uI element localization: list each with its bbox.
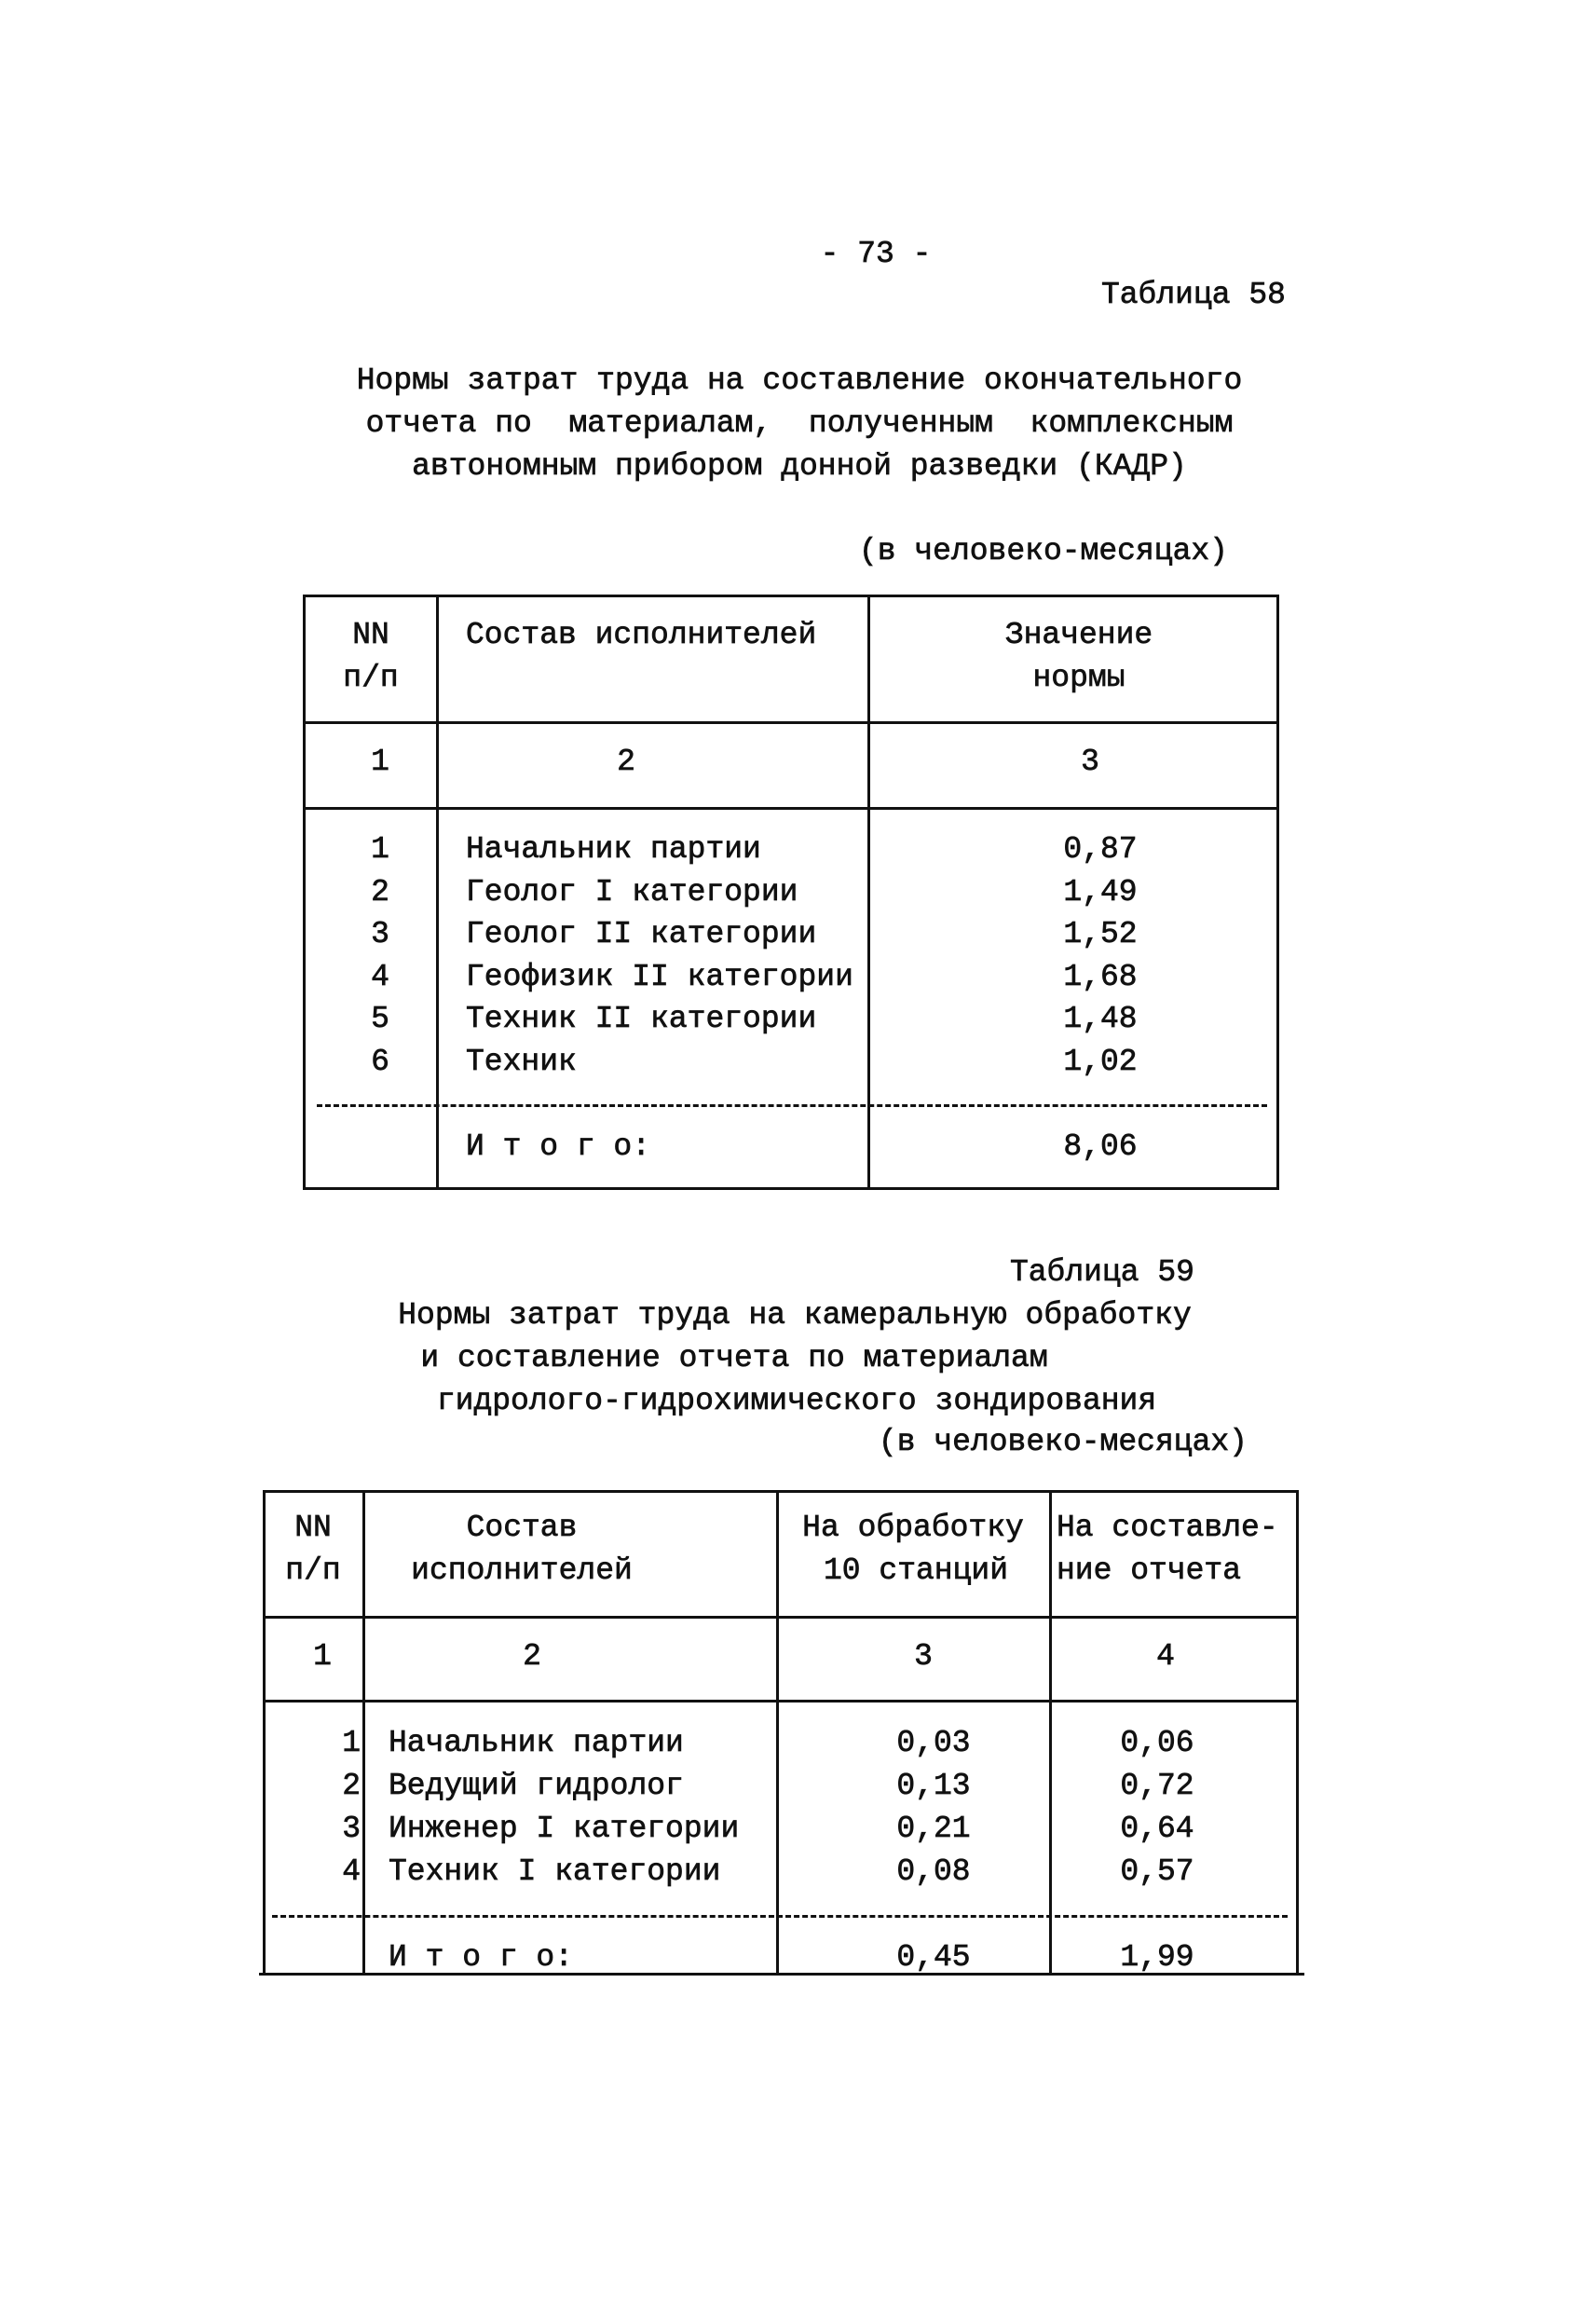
total-label: И т о г о: bbox=[389, 1940, 574, 1975]
row-value: 1,52 bbox=[1063, 917, 1138, 951]
total-processing: 0,45 bbox=[896, 1940, 971, 1975]
header-nn: NN bbox=[294, 1511, 332, 1545]
row-value: 1,49 bbox=[1063, 875, 1138, 909]
header-processing: 10 станций bbox=[823, 1553, 1009, 1588]
row-number: 1 bbox=[342, 1726, 361, 1760]
row-number: 5 bbox=[371, 1002, 389, 1036]
table-58-title-line: Нормы затрат труда на составление окончательного bbox=[356, 363, 1243, 398]
row-processing: 0,03 bbox=[896, 1726, 971, 1760]
row-staff: Техник bbox=[466, 1045, 577, 1079]
header-value: Значение bbox=[1004, 618, 1153, 652]
row-report: 0,64 bbox=[1120, 1812, 1194, 1846]
row-staff: Начальник партии bbox=[389, 1726, 684, 1760]
row-staff: Геолог II категории bbox=[466, 917, 817, 951]
row-processing: 0,13 bbox=[896, 1769, 971, 1803]
row-value: 0,87 bbox=[1063, 832, 1138, 867]
header-staff: Состав bbox=[466, 1511, 578, 1545]
row-report: 0,57 bbox=[1120, 1854, 1194, 1889]
row-staff: Техник II категории bbox=[466, 1002, 817, 1036]
header-nn: п/п bbox=[343, 661, 399, 695]
column-number: 4 bbox=[1156, 1639, 1175, 1674]
row-report: 0,06 bbox=[1120, 1726, 1194, 1760]
column-number: 1 bbox=[371, 745, 389, 779]
row-value: 1,02 bbox=[1063, 1045, 1138, 1079]
column-number: 3 bbox=[914, 1639, 933, 1674]
table-58-units: (в человеко-месяцах) bbox=[858, 534, 1228, 568]
header-nn: п/п bbox=[285, 1553, 341, 1588]
header-processing: На обработку bbox=[802, 1511, 1024, 1545]
row-staff: Техник I категории bbox=[389, 1854, 721, 1889]
table-58-title-line: автономным прибором донной разведки (КАДР) bbox=[412, 449, 1187, 484]
header-staff: исполнителей bbox=[411, 1553, 633, 1588]
header-value: нормы bbox=[1032, 661, 1125, 695]
row-processing: 0,08 bbox=[896, 1854, 971, 1889]
row-staff: Начальник партии bbox=[466, 832, 761, 867]
row-number: 1 bbox=[371, 832, 389, 867]
header-report: ние отчета bbox=[1057, 1553, 1242, 1588]
row-staff: Геофизик II категории bbox=[466, 960, 853, 994]
column-number: 3 bbox=[1081, 745, 1099, 779]
row-staff: Геолог I категории bbox=[466, 875, 798, 909]
page-number: - 73 - bbox=[820, 237, 932, 271]
total-value: 8,06 bbox=[1063, 1129, 1138, 1164]
row-processing: 0,21 bbox=[896, 1812, 971, 1846]
row-number: 4 bbox=[371, 960, 389, 994]
row-number: 3 bbox=[342, 1812, 361, 1846]
column-number: 2 bbox=[523, 1639, 541, 1674]
row-report: 0,72 bbox=[1120, 1769, 1194, 1803]
table-59-title-line: гидролого-гидрохимического зондирования bbox=[436, 1384, 1157, 1418]
row-staff: Ведущий гидролог bbox=[389, 1769, 684, 1803]
header-nn: NN bbox=[352, 618, 389, 652]
header-report: На составле- bbox=[1057, 1511, 1278, 1545]
row-number: 3 bbox=[371, 917, 389, 951]
header-staff: Состав исполнителей bbox=[466, 618, 817, 652]
total-label: И т о г о: bbox=[466, 1129, 651, 1164]
table-59-title-line: и составление отчета по материалам bbox=[420, 1341, 1048, 1375]
row-number: 4 bbox=[342, 1854, 361, 1889]
row-number: 2 bbox=[342, 1769, 361, 1803]
row-number: 2 bbox=[371, 875, 389, 909]
row-staff: Инженер I категории bbox=[389, 1812, 740, 1846]
total-report: 1,99 bbox=[1120, 1940, 1194, 1975]
table-59-title-line: Нормы затрат труда на камеральную обработку bbox=[398, 1298, 1192, 1333]
row-value: 1,68 bbox=[1063, 960, 1138, 994]
table-58-label: Таблица 58 bbox=[1100, 278, 1286, 312]
column-number: 1 bbox=[313, 1639, 332, 1674]
column-number: 2 bbox=[617, 745, 635, 779]
row-number: 6 bbox=[371, 1045, 389, 1079]
row-value: 1,48 bbox=[1063, 1002, 1138, 1036]
table-59-label: Таблица 59 bbox=[1009, 1255, 1194, 1290]
table-58-title-line: отчета по материалам, полученным комплексным bbox=[365, 406, 1234, 441]
table-59-units: (в человеко-месяцах) bbox=[878, 1425, 1248, 1459]
